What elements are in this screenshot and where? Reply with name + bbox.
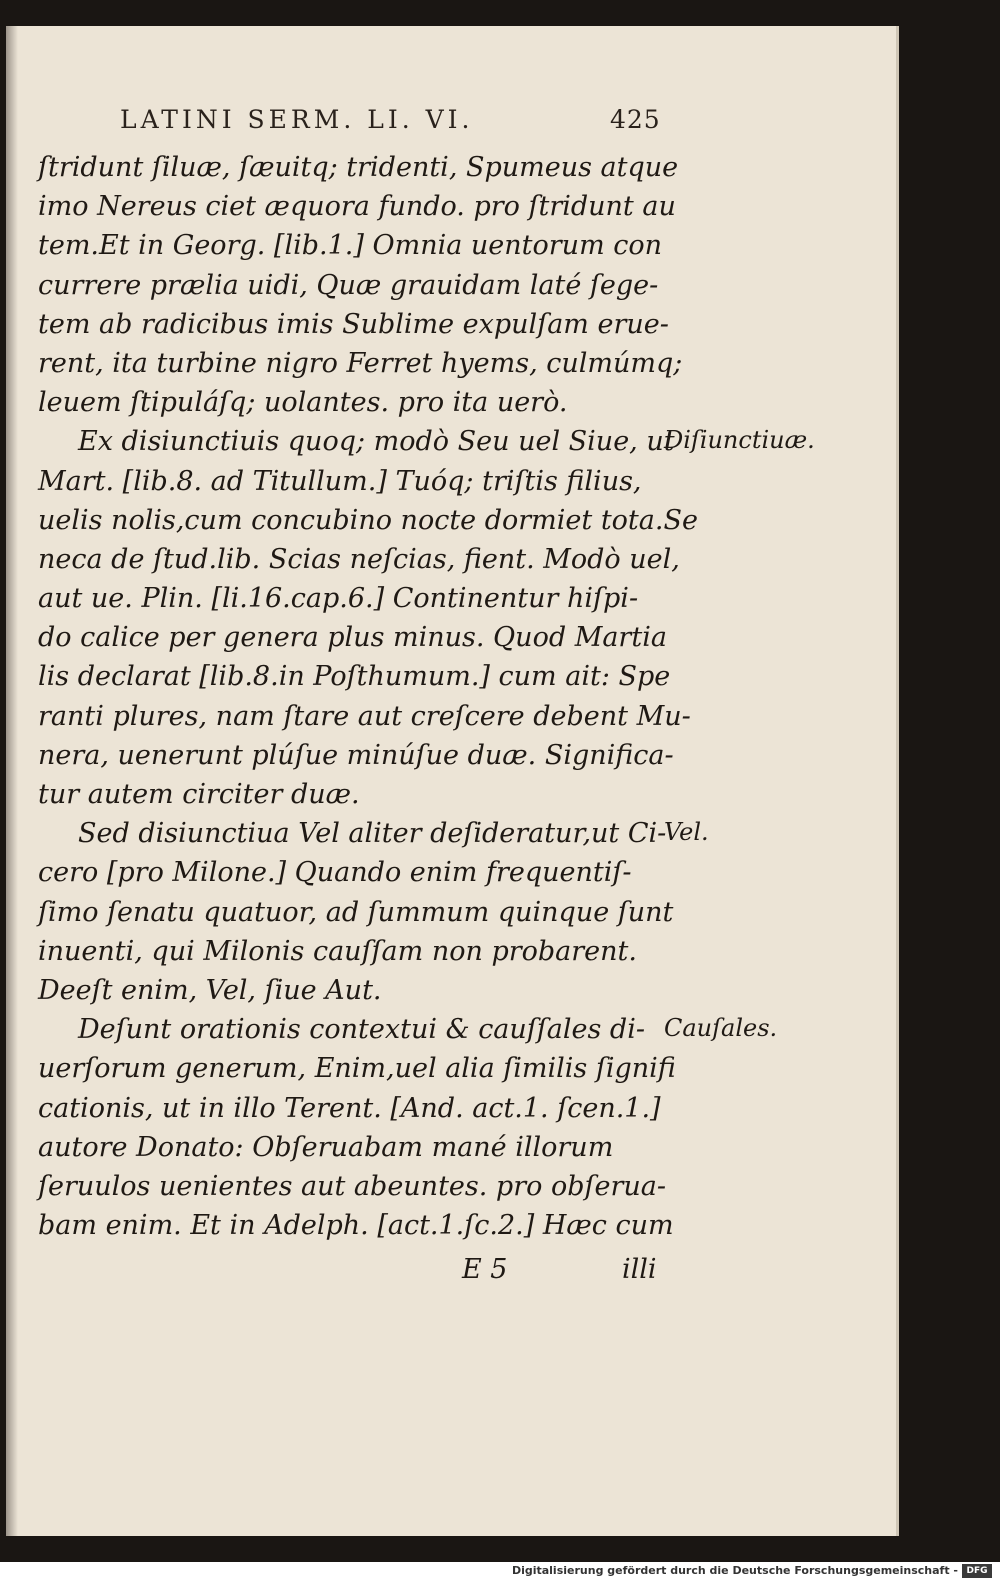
text-line: ranti plures, nam ſtare aut creſcere debent Mu-	[38, 700, 691, 732]
margin-note: Vel.	[664, 818, 709, 847]
text-line: neca de ſtud.lib. Scias neſcias, fient. Modò uel,	[38, 543, 680, 575]
text-line: Deſunt orationis contextui & cauſſales di-	[78, 1014, 645, 1046]
text-line: autore Donato: Obſeruabam mané illorum	[38, 1131, 614, 1163]
margin-note: Diſiunctiuæ.	[664, 426, 815, 455]
text-line: leuem ſtipuláſq; uolantes. pro ita uerò.	[38, 387, 568, 419]
text-line: cero [pro Milone.] Quando enim frequentiſ-	[38, 857, 632, 889]
text-line: uelis nolis,cum concubino nocte dormiet tota.Se	[38, 504, 698, 536]
footer-credit: Digitalisierung gefördert durch die Deutsche Forschungsgemeinschaft -	[511, 1564, 958, 1577]
text-line: tem.Et in Georg. [lib.1.] Omnia uentorum con	[38, 230, 663, 262]
text-line: do calice per genera plus minus. Quod Martia	[38, 622, 667, 654]
text-line: Ex disiunctiuis quoq; modò Seu uel Siue, ut	[78, 426, 675, 458]
text-line: tem ab radicibus imis Sublime expulſam erue-	[38, 308, 669, 340]
running-title: LATINI SERM. LI. VI.	[120, 105, 474, 134]
text-line: cationis, ut in illo Terent. [And. act.1. ſcen.1.]	[38, 1092, 661, 1124]
text-line: aut ue. Plin. [li.16.cap.6.] Continentur hiſpi-	[38, 583, 639, 615]
text-line: ſeruulos uenientes aut abeuntes. pro obſerua-	[38, 1170, 666, 1202]
running-header	[120, 105, 680, 134]
text-line: ſtridunt ſiluæ, ſæuitq; tridenti, Spumeus atque	[38, 152, 679, 183]
text-line: inuenti, qui Milonis cauſſam non probarent.	[38, 935, 637, 967]
text-line: Deeſt enim, Vel, ſiue Aut.	[38, 974, 382, 1006]
page-number: 425	[610, 105, 661, 134]
footer-bar	[0, 1562, 1000, 1582]
margin-note: Cauſales.	[664, 1014, 778, 1043]
text-line: lis declarat [lib.8.in Poſthumum.] cum ait: Spe	[38, 661, 671, 693]
signature-mark: E 5	[462, 1254, 508, 1285]
text-line: tur autem circiter duæ.	[38, 779, 360, 810]
page-gutter-shadow	[6, 26, 18, 1536]
catchword: illi	[622, 1254, 657, 1285]
text-line: rent, ita turbine nigro Ferret hyems, culmúmq;	[38, 347, 683, 379]
body-text	[38, 148, 698, 1245]
text-line: bam enim. Et in Adelph. [act.1.ſc.2.] Hæc cum	[38, 1210, 674, 1242]
text-line: imo Nereus ciet æquora fundo. pro ſtridunt au	[38, 191, 676, 223]
text-line: Sed disiunctiua Vel aliter deſideratur,ut Ci-	[78, 818, 667, 850]
text-line: currere prælia uidi, Quæ grauidam laté ſege-	[38, 269, 659, 301]
text-line: nera, uenerunt plúſue minúſue duæ. Significa-	[38, 739, 674, 771]
dfg-logo: DFG	[962, 1564, 992, 1578]
text-line: ſimo ſenatu quatuor, ad ſummum quinque ſunt	[38, 896, 674, 928]
text-line: Mart. [lib.8. ad Titullum.] Tuóq; triſtis filius,	[38, 465, 642, 497]
text-line: uerſorum generum, Enim,uel alia ſimilis ſignifi	[38, 1053, 676, 1085]
